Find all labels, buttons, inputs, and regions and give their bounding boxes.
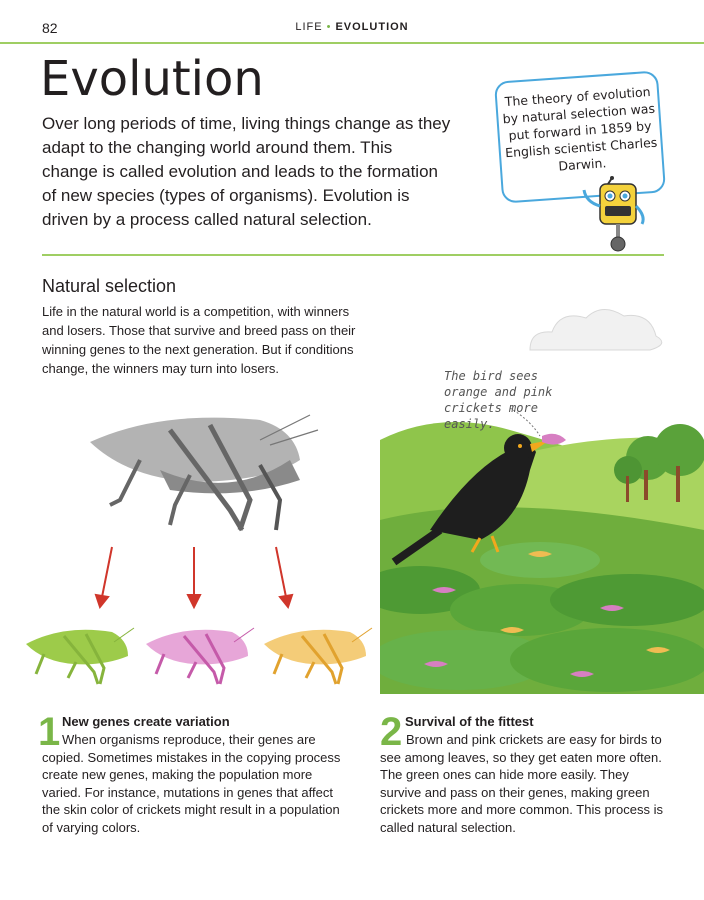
robot-mascot-icon bbox=[578, 176, 658, 256]
header-rule bbox=[0, 42, 704, 44]
running-head bbox=[0, 21, 704, 33]
green-cricket-illustration bbox=[24, 618, 136, 688]
step-number-2: 2 bbox=[380, 710, 403, 754]
step-1-body: When organisms reproduce, their genes are copied. Sometimes mistakes in the copying process create new genes, making the population more varied. For instance, mutations in genes that affect the skin color of crickets might result in a population of varying colors. bbox=[42, 732, 341, 835]
section-intro: Life in the natural world is a competition, with winners and losers. Those that survive and breed pass on their winning genes to the next generation. But if conditions change, the winners may turn into losers. bbox=[42, 304, 356, 376]
step-2-body: Brown and pink crickets are easy for birds to see among leaves, so they get eaten more often. The green ones can hide more easily. They survive and pass on their genes, making green crickets more and more common. This process is called natural selection. bbox=[380, 732, 663, 835]
step-2-heading: Survival of the fittest bbox=[405, 714, 534, 729]
running-head-chapter: EVOLUTION bbox=[335, 21, 409, 33]
running-head-section: LIFE bbox=[295, 21, 323, 33]
section-heading: Natural selection bbox=[42, 276, 177, 296]
step-1-heading: New genes create variation bbox=[62, 714, 230, 729]
page-title: Evolution bbox=[40, 51, 264, 107]
page-number: 82 bbox=[42, 20, 58, 36]
step-number-1: 1 bbox=[38, 710, 61, 754]
intro-paragraph: Over long periods of time, living things change as they adapt to the changing world around them. This change is called evolution and leads to the formation of new species (types of organisms). Evolution is driven by a process called natural selection. bbox=[42, 114, 451, 229]
callout-text: The theory of evolution by natural selection was put forward in 1859 by English scientist Charles Darwin. bbox=[502, 84, 658, 174]
bird-annotation: The bird sees orange and pink crickets more easily. bbox=[444, 369, 553, 431]
bird-scene-illustration bbox=[380, 290, 704, 694]
orange-cricket-illustration bbox=[262, 618, 374, 688]
section-rule bbox=[42, 254, 664, 256]
pink-cricket-illustration bbox=[144, 618, 256, 688]
bullet-icon: • bbox=[326, 21, 332, 33]
variation-arrows bbox=[90, 545, 310, 615]
parent-cricket-illustration bbox=[80, 390, 320, 540]
